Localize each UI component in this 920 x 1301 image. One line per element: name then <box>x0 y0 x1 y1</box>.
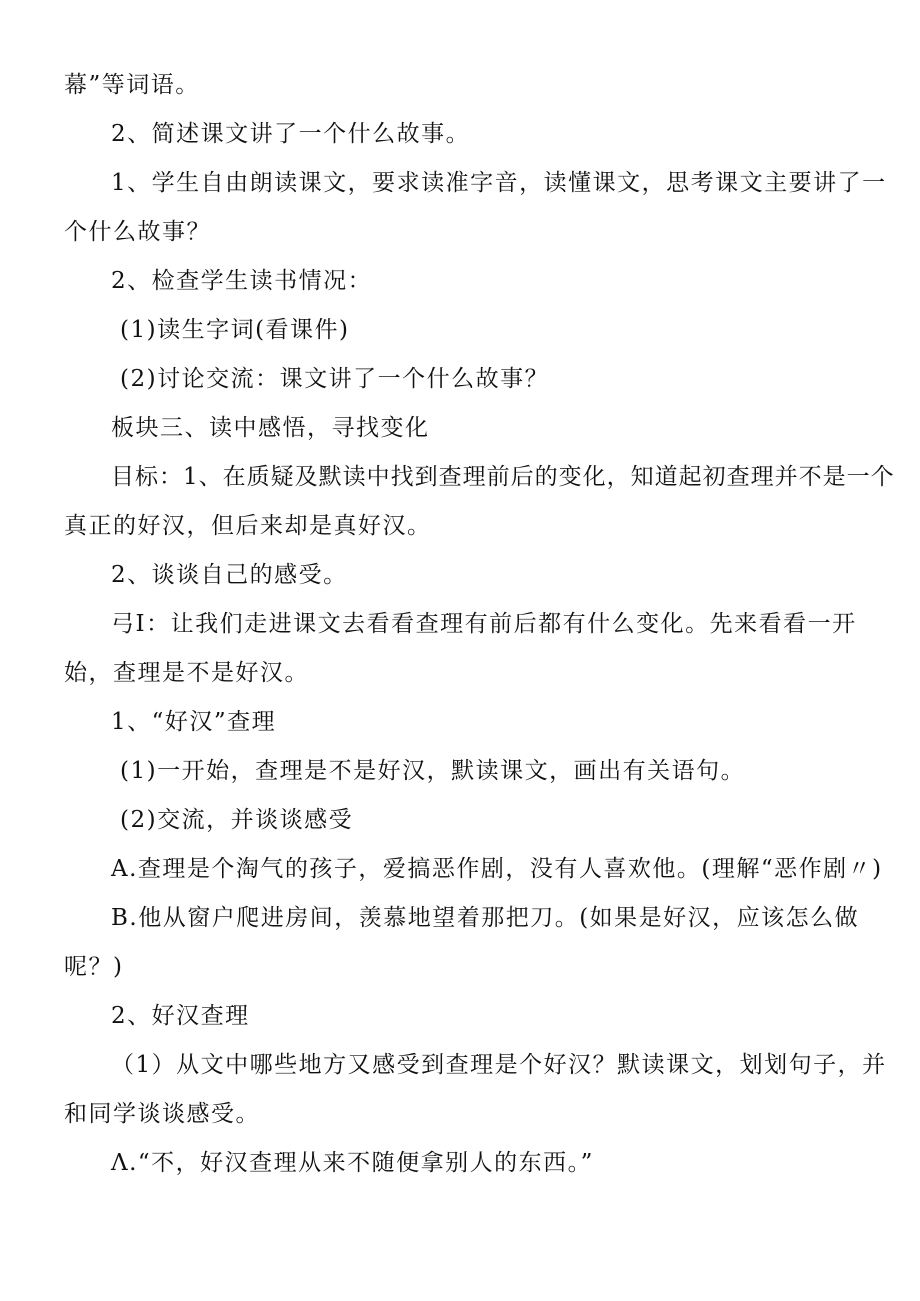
text-line-15: (1)一开始，查理是不是好汉，默读课文，画出有关语句。 <box>120 758 746 784</box>
text-line-14: 1、“好汉”查理 <box>111 709 277 735</box>
text-line-7: (2)讨论交流：课文讲了一个什么故事？ <box>120 366 550 392</box>
text-line-3: 1、学生自由朗读课文，要求读准字音，读懂课文，思考课文主要讲了一 <box>111 170 887 196</box>
text-line-20: 2、好汉查理 <box>111 1003 250 1029</box>
text-line-10: 真正的好汉，但后来却是真好汉。 <box>64 513 432 539</box>
text-line-21: （1）从文中哪些地方又感受到查理是个好汉？默读课文，划划句子，并 <box>111 1052 887 1078</box>
text-line-9: 目标：1、在质疑及默读中找到查理前后的变化，知道起初查理并不是一个 <box>111 464 895 490</box>
text-line-6: (1)读生字词(看课件) <box>120 317 350 343</box>
text-line-5: 2、检查学生读书情况： <box>111 268 373 294</box>
text-line-13: 始，查理是不是好汉。 <box>64 660 309 686</box>
text-line-4: 个什么故事？ <box>64 219 211 245</box>
text-line-12: 弓I：让我们走进课文去看看查理有前后都有什么变化。先来看看一开 <box>111 611 857 637</box>
text-line-23: Λ.“不，好汉查理从来不随便拿别人的东西。” <box>111 1150 594 1176</box>
text-line-1: 幕”等词语。 <box>64 72 200 98</box>
text-line-16: (2)交流，并谈谈感受 <box>120 807 354 833</box>
text-line-11: 2、谈谈自己的感受。 <box>111 562 348 588</box>
text-line-2: 2、简述课文讲了一个什么故事。 <box>111 121 471 147</box>
text-line-22: 和同学谈谈感受。 <box>64 1101 260 1127</box>
text-line-17: A.查理是个淘气的孩子，爱搞恶作剧，没有人喜欢他。(理解“恶作剧〃) <box>111 856 883 882</box>
text-line-19: 呢？) <box>64 954 124 980</box>
text-line-18: B.他从窗户爬进房间，羡慕地望着那把刀。(如果是好汉，应该怎么做 <box>111 905 860 931</box>
text-line-8: 板块三、读中感悟，寻找变化 <box>111 415 430 441</box>
